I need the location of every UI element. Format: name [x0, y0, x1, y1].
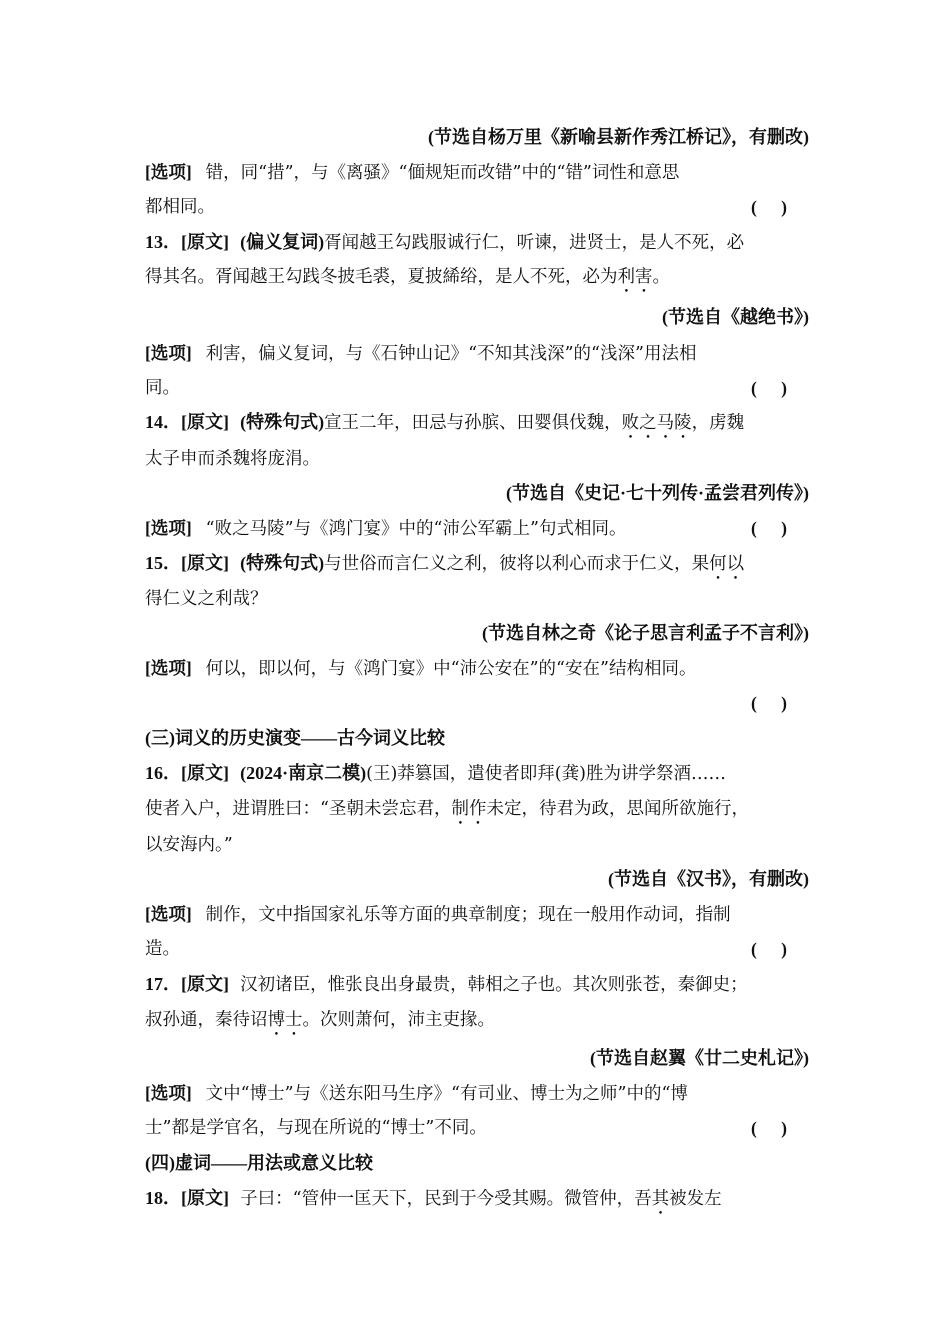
emphasized-word: 何以	[709, 554, 745, 574]
source-16: (节选自《汉书》，有删改)	[608, 869, 809, 889]
question-16: 16．[原文] (2024·南京二模)(王)莽篡国，遣使者即拜(龚)胜为讲学祭酒……	[145, 763, 726, 784]
option-16: [选项] 制作，文中指国家礼乐等方面的典章制度；现在一般用作动词，指制	[145, 904, 731, 925]
question-13: 13．[原文] (偏义复词)胥闻越王勾践服诚行仁，听谏，进贤士，是人不死，必	[145, 232, 745, 253]
question-15-cont: 得仁义之利哉？	[145, 589, 268, 609]
source-15: (节选自林之奇《论子思言利孟子不言利》)	[482, 623, 809, 643]
section-title-3: (三)词义的历史演变——古今词义比较	[145, 728, 445, 748]
question-14-cont: 太子申而杀魏将庞涓。	[145, 449, 320, 469]
answer-blank-14[interactable]: ( )	[750, 518, 797, 538]
question-15: 15．[原文] (特殊句式)与世俗而言仁义之利，彼将以利心而求于仁义，果何以	[145, 553, 745, 574]
question-17: 17．[原文] 汉初诸臣，惟张良出身最贵，韩相之子也。其次则张苍，秦御史；	[145, 974, 748, 995]
source-17: (节选自赵翼《廿二史札记》)	[590, 1048, 809, 1068]
answer-blank-17[interactable]: ( )	[750, 1118, 797, 1138]
answer-blank-12[interactable]: ( )	[750, 197, 797, 217]
option-17-cont: 士”都是学官名，与现在所说的“博士”不同。 ( )	[145, 1115, 809, 1141]
option-13: [选项] 利害，偏义复词，与《石钟山记》“不知其浅深”的“浅深”用法相	[145, 343, 697, 364]
emphasized-word: 制作	[451, 799, 487, 819]
answer-blank-13[interactable]: ( )	[750, 378, 797, 398]
option-14: [选项] “败之马陵”与《鸿门宴》中的“沛公军霸上”句式相同。 ( )	[145, 515, 809, 541]
section-title-4: (四)虚词——用法或意义比较	[145, 1153, 373, 1173]
source-12: (节选自杨万里《新喻县新作秀江桥记》，有删改)	[428, 127, 809, 147]
option-12: [选项] 错，同“措”，与《离骚》“偭规矩而改错”中的“错”词性和意思	[145, 162, 680, 183]
option-15-cont	[145, 690, 809, 716]
emphasized-word: 败之马陵	[621, 413, 692, 433]
emphasized-word: 其	[651, 1189, 670, 1209]
source-13: (节选自《越绝书》)	[662, 307, 809, 327]
answer-blank-15[interactable]: ( )	[750, 693, 797, 713]
question-16-cont2: 以安海内。”	[145, 835, 233, 855]
emphasized-word: 利害	[617, 267, 653, 287]
option-15: [选项] 何以，即以何，与《鸿门宴》中“沛公安在”的“安在”结构相同。	[145, 658, 697, 679]
option-16-cont: 造。 ( )	[145, 936, 809, 962]
question-13-cont: 得其名。胥闻越王勾践冬披毛裘，夏披絺绤，是人不死，必为利害。	[145, 267, 670, 287]
answer-blank-16[interactable]: ( )	[750, 939, 797, 959]
emphasized-word: 博士	[267, 1010, 303, 1030]
option-17: [选项] 文中“博士”与《送东阳马生序》“有司业、博士为之师”中的“博	[145, 1083, 688, 1104]
question-17-cont: 叔孙通，秦待诏博士。次则萧何，沛主吏掾。	[145, 1010, 495, 1030]
question-18: 18．[原文] 子曰：“管仲一匡天下，民到于今受其赐。微管仲，吾其被发左	[145, 1188, 722, 1209]
question-16-cont: 使者入户，进谓胜曰：“圣朝未尝忘君，制作未定，待君为政，思闻所欲施行，	[145, 799, 749, 819]
source-14: (节选自《史记·七十列传·孟尝君列传》)	[506, 483, 809, 503]
option-13-cont: 同。 ( )	[145, 375, 809, 401]
question-14: 14．[原文] (特殊句式)宣王二年，田忌与孙膑、田婴俱伐魏，败之马陵，虏魏	[145, 412, 745, 433]
option-12-cont: 都相同。 ( )	[145, 194, 809, 220]
